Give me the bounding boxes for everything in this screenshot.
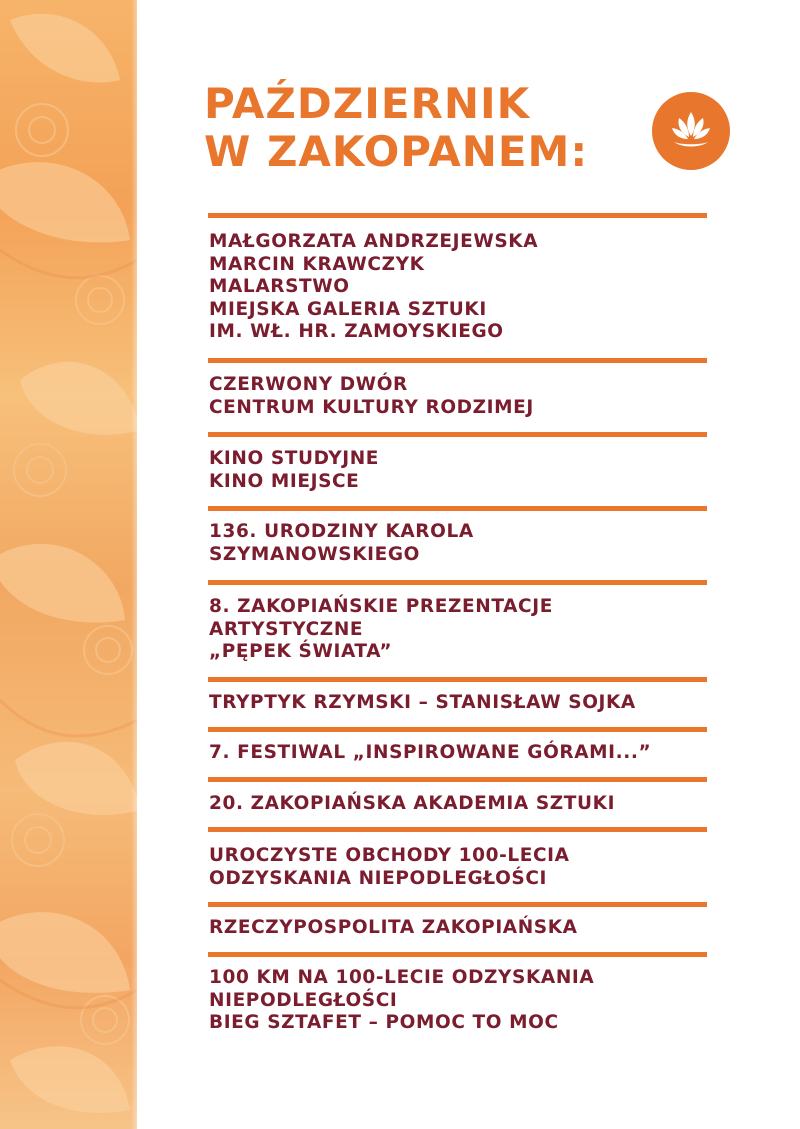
page-title bbox=[204, 80, 644, 176]
event-item bbox=[209, 596, 709, 664]
logo-badge bbox=[652, 92, 730, 170]
event-line: ODZYSKANIA NIEPODLEGŁOŚCI bbox=[209, 867, 547, 889]
divider bbox=[208, 677, 707, 682]
event-line: 7. FESTIWAL „INSPIROWANE GÓRAMI...” bbox=[209, 742, 652, 763]
event-line: 100 KM NA 100-LECIE ODZYSKANIA bbox=[209, 967, 595, 988]
autumn-leaves-pattern-icon bbox=[0, 0, 137, 1129]
divider bbox=[208, 827, 707, 832]
event-line: 8. ZAKOPIAŃSKIE PREZENTACJE bbox=[209, 596, 553, 617]
title-line-2: W ZAKOPANEM: bbox=[204, 127, 589, 176]
event-line: „PĘPEK ŚWIATA” bbox=[209, 641, 393, 662]
event-line: CENTRUM KULTURY RODZIMEJ bbox=[209, 396, 534, 418]
divider bbox=[208, 902, 707, 907]
event-item bbox=[209, 692, 709, 715]
event-item bbox=[209, 793, 709, 816]
event-line: ARTYSTYCZNE bbox=[209, 618, 364, 640]
divider bbox=[208, 777, 707, 782]
flower-leaf-icon bbox=[652, 92, 730, 170]
event-line: MAŁGORZATA ANDRZEJEWSKA bbox=[209, 231, 539, 252]
event-item bbox=[209, 521, 709, 566]
event-item bbox=[209, 967, 709, 1035]
event-item bbox=[209, 231, 709, 344]
event-line: CZERWONY DWÓR bbox=[209, 374, 408, 395]
event-line: NIEPODLEGŁOŚCI bbox=[209, 989, 398, 1011]
event-line: MARCIN KRAWCZYK bbox=[209, 253, 425, 275]
divider bbox=[208, 727, 707, 732]
event-line: KINO MIEJSCE bbox=[209, 470, 360, 492]
divider bbox=[208, 213, 707, 218]
event-line: KINO STUDYJNE bbox=[209, 448, 380, 469]
divider bbox=[208, 358, 707, 363]
divider bbox=[208, 580, 707, 585]
event-line: MALARSTWO bbox=[209, 276, 350, 297]
event-item bbox=[209, 742, 709, 765]
event-item bbox=[209, 448, 709, 493]
event-line: RZECZYPOSPOLITA ZAKOPIAŃSKA bbox=[209, 917, 578, 938]
event-line: 136. URODZINY KAROLA bbox=[209, 521, 474, 542]
event-line: IM. WŁ. HR. ZAMOYSKIEGO bbox=[209, 321, 504, 342]
event-line: MIEJSKA GALERIA SZTUKI bbox=[209, 298, 487, 320]
event-item bbox=[209, 374, 709, 419]
event-line: 20. ZAKOPIAŃSKA AKADEMIA SZTUKI bbox=[209, 793, 616, 814]
divider bbox=[208, 952, 707, 957]
title-line-1: PAŹDZIERNIK bbox=[204, 79, 531, 128]
divider bbox=[208, 506, 707, 511]
event-line: SZYMANOWSKIEGO bbox=[209, 543, 420, 565]
event-item bbox=[209, 917, 709, 940]
event-item bbox=[209, 845, 709, 890]
divider bbox=[208, 432, 707, 437]
event-line: UROCZYSTE OBCHODY 100-LECIA bbox=[209, 845, 570, 866]
event-line: BIEG SZTAFET – POMOC TO MOC bbox=[209, 1012, 559, 1033]
decorative-leaf-strip bbox=[0, 0, 137, 1129]
event-line: TRYPTYK RZYMSKI – STANISŁAW SOJKA bbox=[209, 692, 636, 713]
